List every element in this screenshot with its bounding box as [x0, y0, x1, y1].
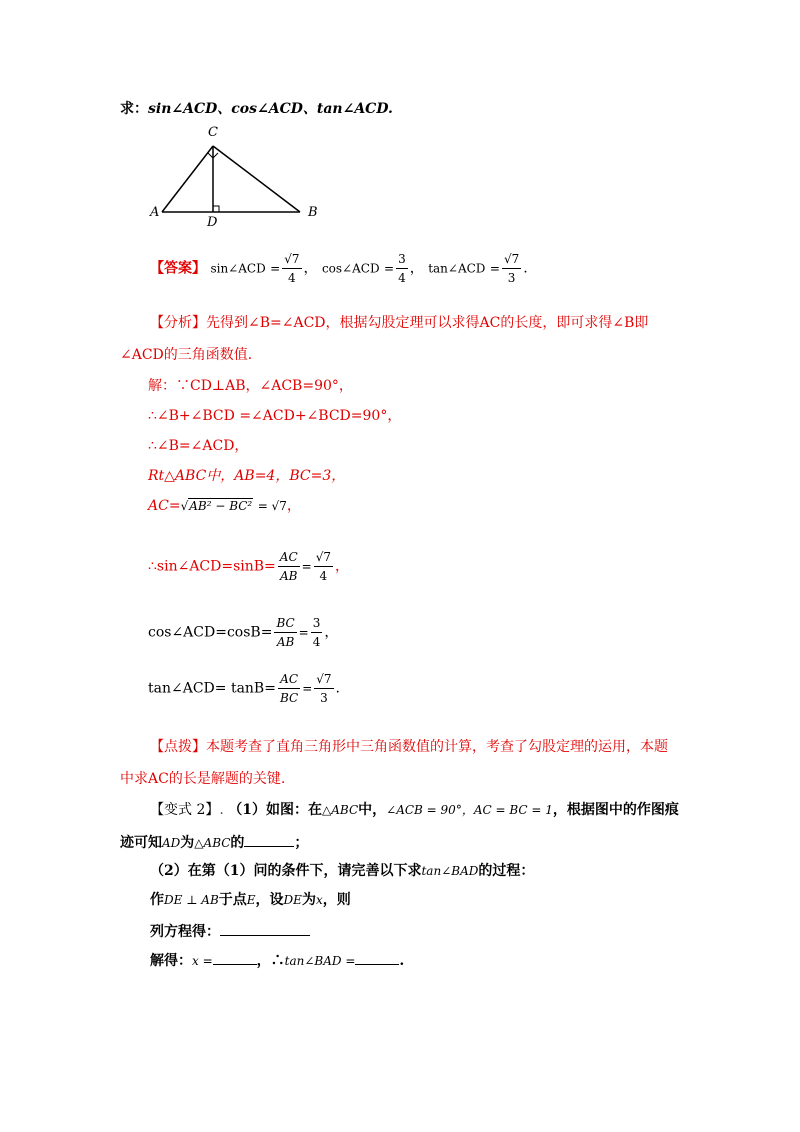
analysis-line-1: 【分析】先得到∠B=∠ACD，根据勾股定理可以求得AC的长度，即可求得∠B即 — [150, 315, 649, 331]
label-b: B — [308, 205, 318, 220]
answer-cos-fraction: $\frac{3}{4}$ — [398, 252, 406, 285]
answer-tan-fraction: $\frac{√7}{3}$ — [503, 252, 520, 285]
variant-tag: 【变式 2】 — [150, 802, 220, 818]
comment-tag: 【点拨】 — [150, 739, 206, 755]
tan-equation: tan∠ACD= tanB= $\frac{AC}{BC}$ = $\frac{√7}{3}$ . — [148, 672, 340, 705]
solution-line-2: ∴∠B+∠BCD =∠ACD+∠BCD=90°， — [148, 408, 402, 424]
blank-tan-value[interactable] — [355, 950, 399, 965]
sin-equation: ∴sin∠ACD=sinB= $\frac{AC}{AB}$ = $\frac{√7}{4}$ ， — [148, 550, 349, 583]
blank-x-value[interactable] — [213, 950, 257, 965]
segment-ac — [162, 146, 213, 212]
cos-equation: cos∠ACD=cosB= $\frac{BC}{AB}$ = $\frac{3}{4}$ ， — [148, 616, 339, 649]
ac-equation: AC=√AB² − BC² = √7， — [148, 498, 301, 514]
answer-cos-label: cos∠ACD — [321, 261, 380, 276]
label-a: A — [150, 205, 160, 220]
triangle-figure — [140, 118, 340, 230]
segment-bc — [213, 146, 300, 212]
comment-line-1: 【点拨】本题考查了直角三角形中三角函数值的计算，考查了勾股定理的运用，本题 — [150, 739, 668, 755]
analysis-line-2: ∠ACD的三角函数值． — [120, 347, 262, 363]
right-angle-mark-d — [213, 206, 219, 212]
question-line — [120, 100, 393, 118]
solution-line-3: ∴∠B=∠ACD， — [148, 438, 249, 454]
question-prefix: 求： — [120, 101, 148, 117]
answer-line: 【答案】 sin∠ACD = $\frac{√7}{4}$ ， cos∠ACD = $\frac{3}{4}$ ， tan∠ACD = $\frac{√7}{3}$ . — [150, 252, 528, 285]
variant-line-4: 作DE ⊥ AB于点E，设DE为x，则 — [150, 892, 351, 908]
answer-sin-fraction: $\frac{√7}{4}$ — [284, 252, 300, 285]
variant-line-5: 列方程得： — [150, 921, 310, 941]
analysis-tag: 【分析】 — [150, 315, 206, 331]
variant-line-6: 解得：x = ，∴tan∠BAD = . — [150, 950, 404, 970]
question-text: sin∠ACD、cos∠ACD、tan∠ACD. — [148, 101, 393, 117]
label-d: D — [207, 215, 218, 230]
variant-line-3: （2）在第（1）问的条件下，请完善以下求tan∠BAD的过程： — [150, 863, 535, 879]
variant-line-1: 【变式 2】. （1）如图：在△ABC中，∠ACB = 90°，AC = BC = 1，根据图中的作图痕 — [150, 802, 679, 818]
variant-line-2: 迹可知AD为△ABC的 ； — [120, 832, 308, 852]
comment-line-2: 中求AC的长是解题的关键. — [120, 771, 286, 787]
answer-sin-label: sin∠ACD — [210, 261, 266, 276]
solution-line-4: Rt△ABC中，AB=4，BC=3， — [148, 468, 346, 484]
blank-ad-type[interactable] — [244, 832, 294, 847]
answer-tag: 【答案】 — [150, 260, 206, 277]
label-c: C — [208, 125, 218, 140]
blank-equation[interactable] — [220, 921, 310, 936]
solution-line-1: 解：∵CD⊥AB，∠ACB=90°， — [148, 378, 353, 394]
answer-tan-label: tan∠ACD — [428, 261, 486, 276]
